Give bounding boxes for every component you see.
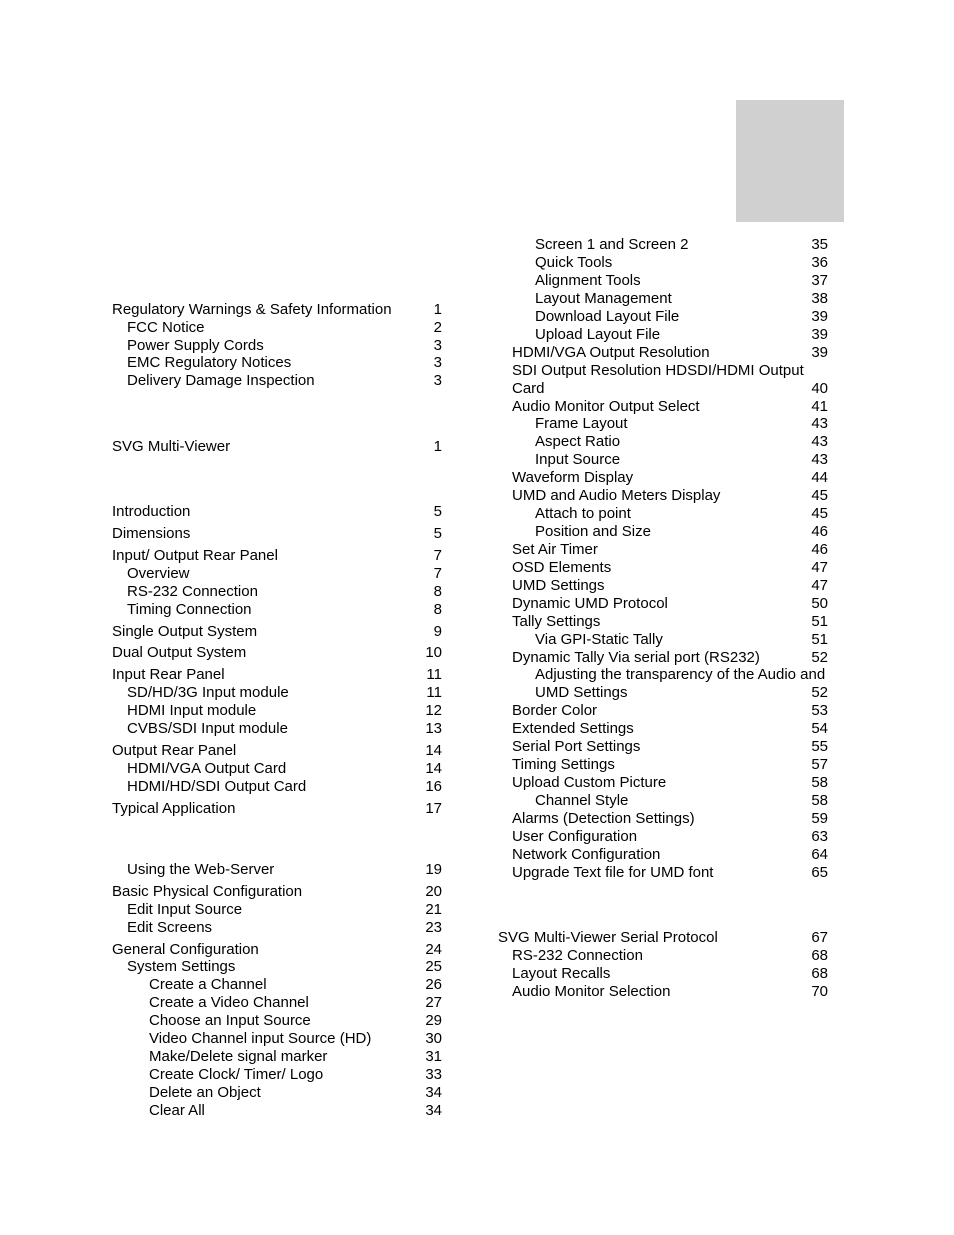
toc-entry-page[interactable]: 31 — [425, 1048, 442, 1065]
toc-entry-page[interactable]: 8 — [433, 601, 442, 618]
toc-entry-title[interactable]: Alarms (Detection Settings) — [512, 810, 695, 827]
toc-entry-title[interactable]: Create Clock/ Timer/ Logo — [149, 1066, 324, 1083]
toc-entry-title[interactable]: Alignment Tools — [535, 272, 641, 289]
toc-entry-title[interactable]: Audio Monitor Selection — [512, 983, 671, 1000]
toc-entry-title[interactable]: Dual Output System — [112, 644, 247, 661]
toc-entry-title[interactable]: EMC Regulatory Notices — [127, 354, 292, 371]
toc-entry-title[interactable]: Waveform Display — [512, 469, 634, 486]
toc-entry-page[interactable]: 45 — [811, 505, 828, 522]
toc-entry-page[interactable]: 52 — [811, 649, 828, 666]
toc-entry-page[interactable]: 68 — [811, 965, 828, 982]
toc-entry-page[interactable]: 27 — [425, 994, 442, 1011]
chapter-tab — [736, 100, 844, 222]
toc-entry-title[interactable]: Output Rear Panel — [112, 742, 237, 759]
toc-entry-title[interactable]: Layout Recalls — [512, 965, 611, 982]
toc-entry-title[interactable]: UMD and Audio Meters Display — [512, 487, 721, 504]
toc-entry-page[interactable]: 3 — [433, 354, 442, 371]
toc-entry-title[interactable]: HDMI Input module — [127, 702, 257, 719]
toc-entry-title[interactable]: Layout Management — [535, 290, 672, 307]
toc-entry-page[interactable]: 50 — [811, 595, 828, 612]
toc-entry-page[interactable]: 41 — [811, 398, 828, 415]
toc-entry-page[interactable]: 38 — [811, 290, 828, 307]
toc-entry-page[interactable]: 37 — [811, 272, 828, 289]
toc-entry-title[interactable]: Set Air Timer — [512, 541, 598, 558]
toc-entry-page[interactable]: 30 — [425, 1030, 442, 1047]
toc-entry-title[interactable]: HDMI/VGA Output Card — [127, 760, 287, 777]
toc-entry-title[interactable]: Attach to point — [535, 505, 631, 522]
toc-entry-title[interactable]: SVG Multi-Viewer Serial Protocol — [498, 929, 718, 946]
toc-entry-title[interactable]: CVBS/SDI Input module — [127, 720, 288, 737]
toc-entry-page[interactable]: 3 — [433, 337, 442, 354]
toc-entry-page[interactable]: 43 — [811, 415, 828, 432]
toc-entry-title[interactable]: Upload Custom Picture — [512, 774, 667, 791]
toc-entry-title[interactable]: Typical Application — [112, 800, 236, 817]
toc-entry-page[interactable]: 65 — [811, 864, 828, 881]
toc-entry-title[interactable]: Dynamic Tally Via serial port (RS232) — [512, 649, 760, 666]
toc-entry-page[interactable]: 14 — [425, 742, 442, 759]
toc-entry-page[interactable]: 63 — [811, 828, 828, 845]
toc-entry-page[interactable]: 23 — [425, 919, 442, 936]
toc-entry-page[interactable]: 46 — [811, 541, 828, 558]
toc-entry-title[interactable]: Screen 1 and Screen 2 — [535, 236, 689, 253]
toc-entry-page[interactable]: 47 — [811, 559, 828, 576]
toc-entry-title[interactable]: Single Output System — [112, 623, 258, 640]
toc-entry-page[interactable]: 44 — [811, 469, 828, 486]
toc-entry-page[interactable]: 10 — [425, 644, 442, 661]
toc-entry-title[interactable]: Power Supply Cords — [127, 337, 264, 354]
toc-entry-page[interactable]: 59 — [811, 810, 828, 827]
toc-entry-title[interactable]: Serial Port Settings — [512, 738, 641, 755]
toc-entry-page[interactable]: 8 — [433, 583, 442, 600]
toc-entry-title[interactable]: System Settings — [127, 958, 236, 975]
toc-entry-page[interactable]: 9 — [433, 623, 442, 640]
toc-entry-title[interactable]: Border Color — [512, 702, 598, 719]
toc-entry-page[interactable]: 19 — [425, 861, 442, 878]
toc-entry-title[interactable]: Input Rear Panel — [112, 666, 225, 683]
toc-entry-title[interactable]: Timing Connection — [127, 601, 252, 618]
toc-entry-page[interactable]: 11 — [426, 684, 442, 701]
toc-entry-page[interactable]: 7 — [433, 547, 442, 564]
toc-entry-title[interactable]: Via GPI-Static Tally — [535, 631, 663, 648]
toc-entry-title[interactable]: Channel Style — [535, 792, 629, 809]
toc-entry-page[interactable]: 35 — [811, 236, 828, 253]
toc-entry-title[interactable]: RS-232 Connection — [127, 583, 258, 600]
toc-entry-title[interactable]: SDI Output Resolution HDSDI/HDMI Output — [512, 362, 804, 379]
toc-entry-page[interactable]: 51 — [811, 613, 828, 630]
toc-entry-title[interactable]: UMD Settings — [535, 684, 628, 701]
toc-entry-page[interactable]: 7 — [433, 565, 442, 582]
toc-entry-title[interactable]: Extended Settings — [512, 720, 634, 737]
toc-entry-page[interactable]: 33 — [425, 1066, 442, 1083]
toc-entry-title[interactable]: OSD Elements — [512, 559, 612, 576]
toc-entry-title[interactable]: Input Source — [535, 451, 621, 468]
toc-entry-page[interactable]: 3 — [433, 372, 442, 389]
toc-entry-title[interactable]: Edit Screens — [127, 919, 213, 936]
toc-entry-page[interactable]: 58 — [811, 792, 828, 809]
toc-entry-title[interactable]: Create a Video Channel — [149, 994, 309, 1011]
toc-entry-title[interactable]: Card — [512, 380, 545, 397]
toc-entry-page[interactable]: 29 — [425, 1012, 442, 1029]
toc-entry-page[interactable]: 67 — [811, 929, 828, 946]
toc-entry-title[interactable]: Delete an Object — [149, 1084, 261, 1101]
toc-entry-title[interactable]: User Configuration — [512, 828, 638, 845]
toc-entry-page[interactable]: 45 — [811, 487, 828, 504]
toc-entry-page[interactable]: 1 — [433, 438, 442, 455]
toc-entry-title[interactable]: Frame Layout — [535, 415, 628, 432]
toc-entry-title[interactable]: Clear All — [149, 1102, 205, 1119]
toc-entry-title[interactable]: Download Layout File — [535, 308, 680, 325]
toc-entry-title[interactable]: FCC Notice — [127, 319, 205, 336]
toc-entry-title[interactable]: Audio Monitor Output Select — [512, 398, 700, 415]
toc-entry-page[interactable]: 25 — [425, 958, 442, 975]
toc-entry-title[interactable]: Network Configuration — [512, 846, 661, 863]
toc-entry-page[interactable]: 64 — [811, 846, 828, 863]
toc-entry-title[interactable]: HDMI/VGA Output Resolution — [512, 344, 710, 361]
toc-entry-page[interactable]: 39 — [811, 308, 828, 325]
toc-entry-title[interactable]: Using the Web-Server — [127, 861, 275, 878]
toc-entry-page[interactable]: 20 — [425, 883, 442, 900]
toc-entry-page[interactable]: 70 — [811, 983, 828, 1000]
toc-entry-title[interactable]: Choose an Input Source — [149, 1012, 311, 1029]
toc-entry-title[interactable]: Introduction — [112, 503, 191, 520]
toc-entry-page[interactable]: 11 — [426, 666, 442, 683]
toc-entry-page[interactable]: 26 — [425, 976, 442, 993]
toc-entry-page[interactable]: 43 — [811, 451, 828, 468]
toc-entry-page[interactable]: 12 — [425, 702, 442, 719]
toc-entry-page[interactable]: 68 — [811, 947, 828, 964]
toc-entry-title[interactable]: Dynamic UMD Protocol — [512, 595, 668, 612]
toc-entry-page[interactable]: 1 — [433, 301, 442, 318]
toc-entry-title[interactable]: Tally Settings — [512, 613, 601, 630]
toc-entry-title[interactable]: UMD Settings — [512, 577, 605, 594]
toc-entry-page[interactable]: 14 — [425, 760, 442, 777]
toc-entry-page[interactable]: 40 — [811, 380, 828, 397]
toc-entry-title[interactable]: Quick Tools — [535, 254, 613, 271]
toc-entry-title[interactable]: Edit Input Source — [127, 901, 243, 918]
toc-entry-page[interactable]: 24 — [425, 941, 442, 958]
toc-entry-page[interactable]: 58 — [811, 774, 828, 791]
toc-entry-title[interactable]: SD/HD/3G Input module — [127, 684, 289, 701]
toc-entry-page[interactable]: 34 — [425, 1102, 442, 1119]
toc-entry-page[interactable]: 39 — [811, 326, 828, 343]
toc-entry-page[interactable]: 53 — [811, 702, 828, 719]
toc-entry-page[interactable]: 52 — [811, 684, 828, 701]
toc-entry-title[interactable]: Make/Delete signal marker — [149, 1048, 328, 1065]
toc-entry-page[interactable]: 16 — [425, 778, 442, 795]
toc-entry-title[interactable]: Adjusting the transparency of the Audio and — [535, 666, 826, 683]
toc-entry-title[interactable]: Position and Size — [535, 523, 651, 540]
toc-entry-page[interactable]: 43 — [811, 433, 828, 450]
toc-entry-page[interactable]: 13 — [425, 720, 442, 737]
toc-entry-page[interactable]: 55 — [811, 738, 828, 755]
toc-entry-page[interactable]: 36 — [811, 254, 828, 271]
toc-entry-page[interactable]: 34 — [425, 1084, 442, 1101]
toc-entry-title[interactable]: RS-232 Connection — [512, 947, 643, 964]
toc-entry-title[interactable]: Upgrade Text file for UMD font — [512, 864, 714, 881]
toc-entry-title[interactable]: Regulatory Warnings & Safety Information — [112, 301, 392, 318]
toc-entry-title[interactable]: Dimensions — [112, 525, 191, 542]
toc-entry-title[interactable]: Delivery Damage Inspection — [127, 372, 315, 389]
toc-entry-title[interactable]: HDMI/HD/SDI Output Card — [127, 778, 307, 795]
toc-entry-title[interactable]: General Configuration — [112, 941, 259, 958]
toc-entry-page[interactable]: 5 — [433, 503, 442, 520]
toc-entry-title[interactable]: Aspect Ratio — [535, 433, 621, 450]
toc-entry-page[interactable]: 17 — [425, 800, 442, 817]
toc-entry-page[interactable]: 47 — [811, 577, 828, 594]
toc-entry-page[interactable]: 39 — [811, 344, 828, 361]
toc-entry-title[interactable]: Basic Physical Configuration — [112, 883, 303, 900]
toc-entry-page[interactable]: 54 — [811, 720, 828, 737]
toc-entry-title[interactable]: Overview — [127, 565, 190, 582]
toc-entry-page[interactable]: 46 — [811, 523, 828, 540]
toc-entry-title[interactable]: Input/ Output Rear Panel — [112, 547, 278, 564]
toc-entry-title[interactable]: Timing Settings — [512, 756, 615, 773]
toc-entry-title[interactable]: SVG Multi-Viewer — [112, 438, 231, 455]
toc-entry-page[interactable]: 2 — [433, 319, 442, 336]
toc-entry-page[interactable]: 5 — [433, 525, 442, 542]
toc-entry-page[interactable]: 21 — [425, 901, 442, 918]
toc-entry-page[interactable]: 57 — [811, 756, 828, 773]
toc-entry-title[interactable]: Create a Channel — [149, 976, 267, 993]
toc-entry-title[interactable]: Upload Layout File — [535, 326, 661, 343]
toc-entry-title[interactable]: Video Channel input Source (HD) — [149, 1030, 372, 1047]
toc-entry-page[interactable]: 51 — [811, 631, 828, 648]
